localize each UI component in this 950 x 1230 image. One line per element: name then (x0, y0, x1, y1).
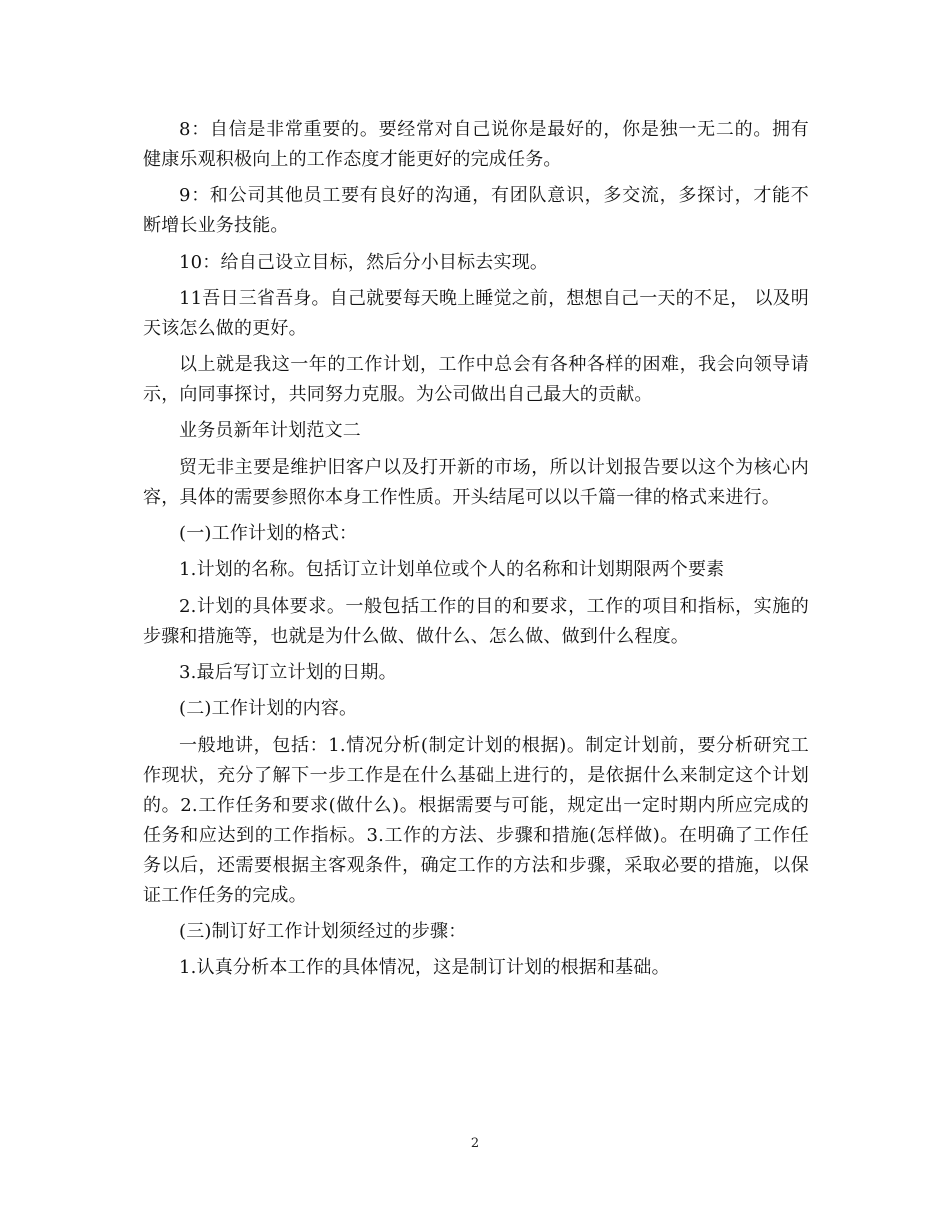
page-number: 2 (470, 1136, 480, 1151)
subheading-content: (二)工作计划的内容。 (179, 698, 358, 720)
paragraph-item-8: 8：自信是非常重要的。要经常对自己说你是最好的，你是独一无二的。拥有健康乐观积极向上的工作态度才能更好的完成任务。 (143, 119, 809, 170)
paragraph-item-10: 10：给自己设立目标，然后分小目标去实现。 (179, 251, 549, 273)
subheading-steps: (三)制订好工作计划须经过的步骤： (179, 920, 467, 942)
section-heading: 业务员新年计划范文二 (179, 420, 361, 442)
subheading-format: (一)工作计划的格式： (179, 523, 358, 545)
format-item-2: 2.计划的具体要求。一般包括工作的目的和要求，工作的项目和指标，实施的步骤和措施等，也就是为什么做、做什么、怎么做、做到什么程度。 (143, 595, 809, 647)
paragraph-intro: 贸无非主要是维护旧客户以及打开新的市场，所以计划报告要以这个为核心内容，具体的需要参照你本身工作性质。开头结尾可以以千篇一律的格式来进行。 (143, 456, 809, 508)
format-item-1: 1.计划的名称。包括订立计划单位或个人的名称和计划期限两个要素 (179, 559, 725, 581)
paragraph-item-11: 11吾日三省吾身。自己就要每天晚上睡觉之前，想想自己一天的不足， 以及明天该怎么做的更好。 (143, 287, 809, 339)
steps-item-1: 1.认真分析本工作的具体情况，这是制订计划的根据和基础。 (179, 957, 670, 979)
document-body (143, 115, 809, 989)
format-item-3: 3.最后写订立计划的日期。 (179, 661, 397, 683)
paragraph-content-details: 一般地讲，包括：1.情况分析(制定计划的根据)。制定计划前，要分析研究工作现状，充分了解下一步工作是在什么基础上进行的，是依据什么来制定这个计划的。2.工作任务和要求(做什么)。根据需要与可能，规定出一定时期内所应完成的任务和应达到的工作指标。3.工作的方法、步骤和措施(怎样做)。在明确了工作任务以后，还需要根据主客观条件，确定工作的方法和步骤，采取必要的措施，以保证工作任务的完成。 (143, 734, 809, 906)
paragraph-summary: 以上就是我这一年的工作计划，工作中总会有各种各样的困难，我会向领导请示，向同事探讨，共同努力克服。为公司做出自己最大的贡献。 (143, 354, 809, 406)
paragraph-item-9: 9：和公司其他员工要有良好的沟通，有团队意识，多交流，多探讨，才能不断增长业务技能。 (143, 185, 809, 237)
